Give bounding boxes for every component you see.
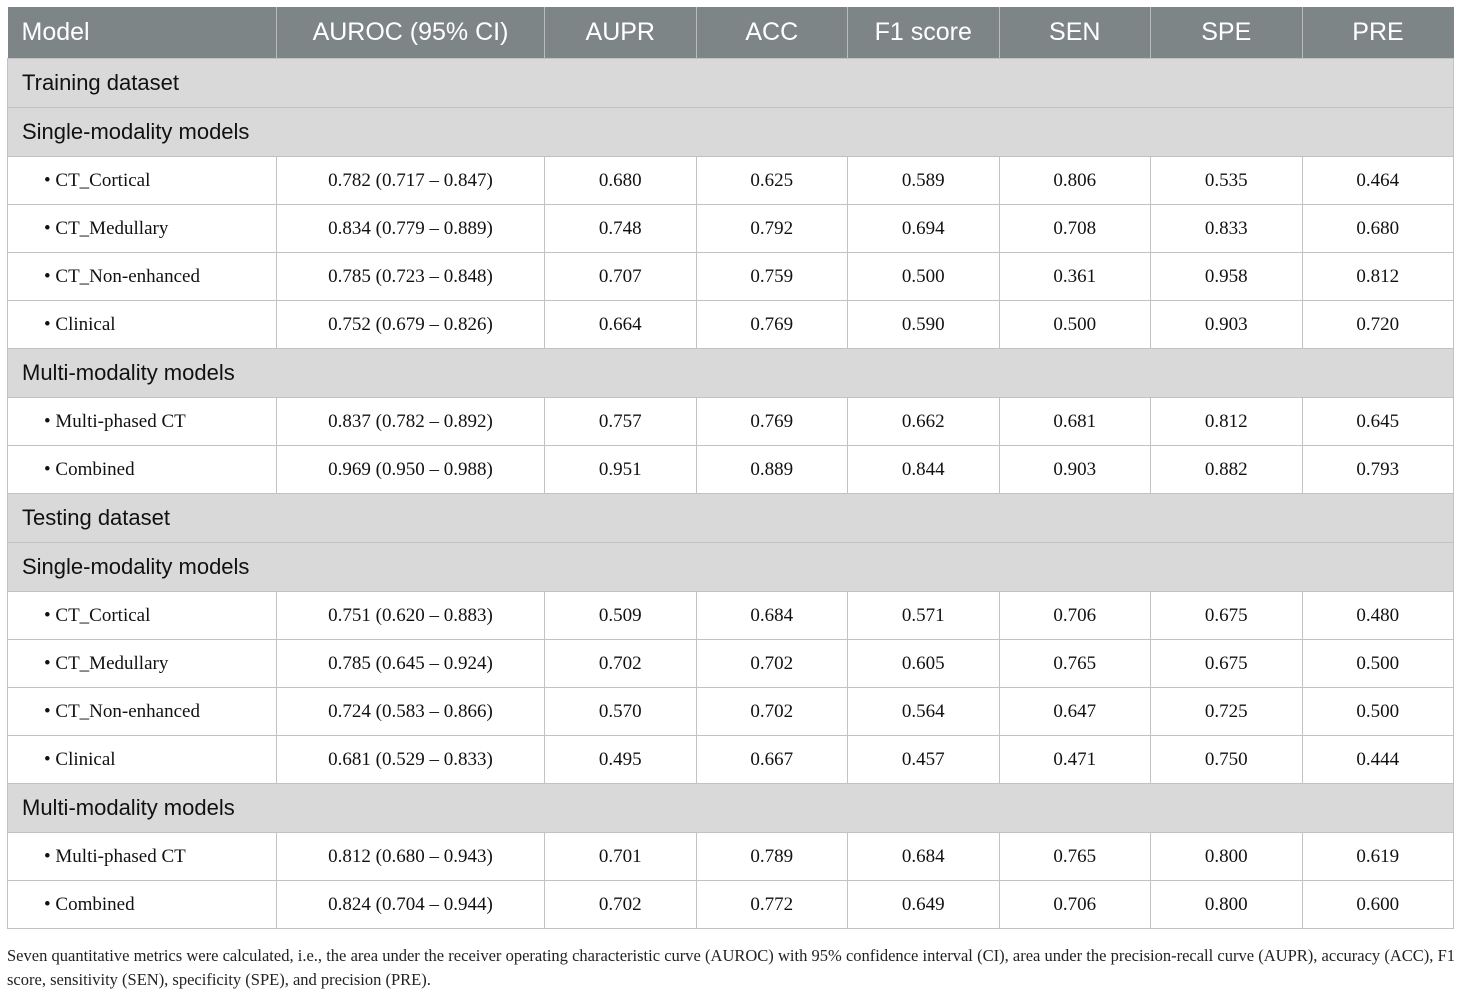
cell-spe: 0.535 [1151, 157, 1303, 205]
cell-acc: 0.702 [696, 640, 848, 688]
cell-aupr: 0.570 [545, 688, 697, 736]
cell-auroc: 0.785 (0.723 – 0.848) [277, 253, 545, 301]
header-pre: PRE [1302, 7, 1454, 59]
cell-spe: 0.675 [1151, 640, 1303, 688]
header-acc: ACC [696, 7, 848, 59]
cell-auroc: 0.812 (0.680 – 0.943) [277, 833, 545, 881]
cell-sen: 0.708 [999, 205, 1151, 253]
cell-acc: 0.772 [696, 881, 848, 929]
table-row [8, 640, 1454, 688]
cell-pre: 0.680 [1302, 205, 1454, 253]
cell-auroc: 0.837 (0.782 – 0.892) [277, 398, 545, 446]
header-spe: SPE [1151, 7, 1303, 59]
cell-spe: 0.958 [1151, 253, 1303, 301]
table-footnote: Seven quantitative metrics were calculated, i.e., the area under the receiver operating characteristic curve (AUROC) with 95% confidence interval (CI), area under the precision-recall curve (AUPR), accuracy (ACC), F1 score, sensitivity (SEN), specificity (SPE), and precision (PRE). [7, 946, 1455, 989]
cell-sen: 0.706 [999, 881, 1151, 929]
section-label: Multi-modality models [8, 784, 1454, 833]
cell-acc: 0.667 [696, 736, 848, 784]
cell-spe: 0.812 [1151, 398, 1303, 446]
section-label: Testing dataset [8, 494, 1454, 543]
cell-f1: 0.662 [848, 398, 1000, 446]
cell-f1: 0.844 [848, 446, 1000, 494]
cell-spe: 0.725 [1151, 688, 1303, 736]
cell-auroc: 0.824 (0.704 – 0.944) [277, 881, 545, 929]
cell-acc: 0.684 [696, 592, 848, 640]
table-row [8, 446, 1454, 494]
cell-aupr: 0.701 [545, 833, 697, 881]
cell-sen: 0.765 [999, 640, 1151, 688]
cell-acc: 0.889 [696, 446, 848, 494]
cell-model: • CT_Non-enhanced [8, 253, 277, 301]
cell-spe: 0.750 [1151, 736, 1303, 784]
cell-model: • CT_Medullary [8, 640, 277, 688]
cell-auroc: 0.752 (0.679 – 0.826) [277, 301, 545, 349]
cell-f1: 0.564 [848, 688, 1000, 736]
cell-aupr: 0.509 [545, 592, 697, 640]
header-auroc: AUROC (95% CI) [277, 7, 545, 59]
subsection-testing-multi [8, 784, 1454, 833]
table-row [8, 833, 1454, 881]
cell-spe: 0.903 [1151, 301, 1303, 349]
cell-model: • Combined [8, 446, 277, 494]
cell-spe: 0.882 [1151, 446, 1303, 494]
table-row [8, 881, 1454, 929]
subsection-testing-single [8, 543, 1454, 592]
cell-acc: 0.625 [696, 157, 848, 205]
cell-model: • CT_Cortical [8, 157, 277, 205]
section-label: Training dataset [8, 59, 1454, 108]
table-row [8, 253, 1454, 301]
header-sen: SEN [999, 7, 1151, 59]
cell-model: • Combined [8, 881, 277, 929]
header-f1: F1 score [848, 7, 1000, 59]
table-row [8, 398, 1454, 446]
table-row [8, 736, 1454, 784]
cell-auroc: 0.782 (0.717 – 0.847) [277, 157, 545, 205]
cell-aupr: 0.702 [545, 640, 697, 688]
cell-sen: 0.765 [999, 833, 1151, 881]
table-row [8, 301, 1454, 349]
cell-f1: 0.500 [848, 253, 1000, 301]
results-table-container [7, 7, 1453, 929]
section-testing [8, 494, 1454, 543]
cell-f1: 0.571 [848, 592, 1000, 640]
cell-acc: 0.702 [696, 688, 848, 736]
section-label: Single-modality models [8, 108, 1454, 157]
cell-model: • CT_Non-enhanced [8, 688, 277, 736]
table-row [8, 205, 1454, 253]
header-model: Model [8, 7, 277, 59]
cell-sen: 0.361 [999, 253, 1151, 301]
cell-acc: 0.769 [696, 398, 848, 446]
header-aupr: AUPR [545, 7, 697, 59]
cell-aupr: 0.748 [545, 205, 697, 253]
section-training [8, 59, 1454, 108]
cell-aupr: 0.757 [545, 398, 697, 446]
cell-sen: 0.500 [999, 301, 1151, 349]
cell-pre: 0.812 [1302, 253, 1454, 301]
cell-pre: 0.500 [1302, 640, 1454, 688]
cell-pre: 0.793 [1302, 446, 1454, 494]
table-row [8, 157, 1454, 205]
cell-f1: 0.694 [848, 205, 1000, 253]
cell-acc: 0.789 [696, 833, 848, 881]
cell-aupr: 0.495 [545, 736, 697, 784]
cell-acc: 0.759 [696, 253, 848, 301]
cell-spe: 0.675 [1151, 592, 1303, 640]
cell-auroc: 0.785 (0.645 – 0.924) [277, 640, 545, 688]
cell-model: • CT_Medullary [8, 205, 277, 253]
cell-sen: 0.471 [999, 736, 1151, 784]
cell-pre: 0.464 [1302, 157, 1454, 205]
subsection-training-multi [8, 349, 1454, 398]
cell-sen: 0.806 [999, 157, 1151, 205]
results-table [7, 7, 1454, 929]
cell-aupr: 0.702 [545, 881, 697, 929]
cell-pre: 0.500 [1302, 688, 1454, 736]
cell-sen: 0.647 [999, 688, 1151, 736]
cell-model: • Clinical [8, 301, 277, 349]
cell-acc: 0.792 [696, 205, 848, 253]
cell-model: • Multi-phased CT [8, 398, 277, 446]
cell-pre: 0.600 [1302, 881, 1454, 929]
cell-acc: 0.769 [696, 301, 848, 349]
table-row [8, 688, 1454, 736]
cell-pre: 0.619 [1302, 833, 1454, 881]
cell-spe: 0.833 [1151, 205, 1303, 253]
cell-model: • Multi-phased CT [8, 833, 277, 881]
section-label: Single-modality models [8, 543, 1454, 592]
cell-aupr: 0.707 [545, 253, 697, 301]
cell-auroc: 0.834 (0.779 – 0.889) [277, 205, 545, 253]
cell-auroc: 0.681 (0.529 – 0.833) [277, 736, 545, 784]
cell-f1: 0.649 [848, 881, 1000, 929]
cell-model: • Clinical [8, 736, 277, 784]
cell-pre: 0.720 [1302, 301, 1454, 349]
cell-f1: 0.457 [848, 736, 1000, 784]
cell-pre: 0.444 [1302, 736, 1454, 784]
cell-f1: 0.605 [848, 640, 1000, 688]
table-row [8, 592, 1454, 640]
cell-spe: 0.800 [1151, 881, 1303, 929]
header-row [8, 7, 1454, 59]
cell-model: • CT_Cortical [8, 592, 277, 640]
cell-auroc: 0.751 (0.620 – 0.883) [277, 592, 545, 640]
cell-f1: 0.684 [848, 833, 1000, 881]
cell-sen: 0.903 [999, 446, 1151, 494]
cell-f1: 0.590 [848, 301, 1000, 349]
subsection-training-single [8, 108, 1454, 157]
cell-pre: 0.645 [1302, 398, 1454, 446]
cell-aupr: 0.680 [545, 157, 697, 205]
cell-auroc: 0.724 (0.583 – 0.866) [277, 688, 545, 736]
cell-sen: 0.706 [999, 592, 1151, 640]
cell-aupr: 0.951 [545, 446, 697, 494]
cell-f1: 0.589 [848, 157, 1000, 205]
cell-auroc: 0.969 (0.950 – 0.988) [277, 446, 545, 494]
section-label: Multi-modality models [8, 349, 1454, 398]
cell-aupr: 0.664 [545, 301, 697, 349]
cell-pre: 0.480 [1302, 592, 1454, 640]
cell-spe: 0.800 [1151, 833, 1303, 881]
cell-sen: 0.681 [999, 398, 1151, 446]
